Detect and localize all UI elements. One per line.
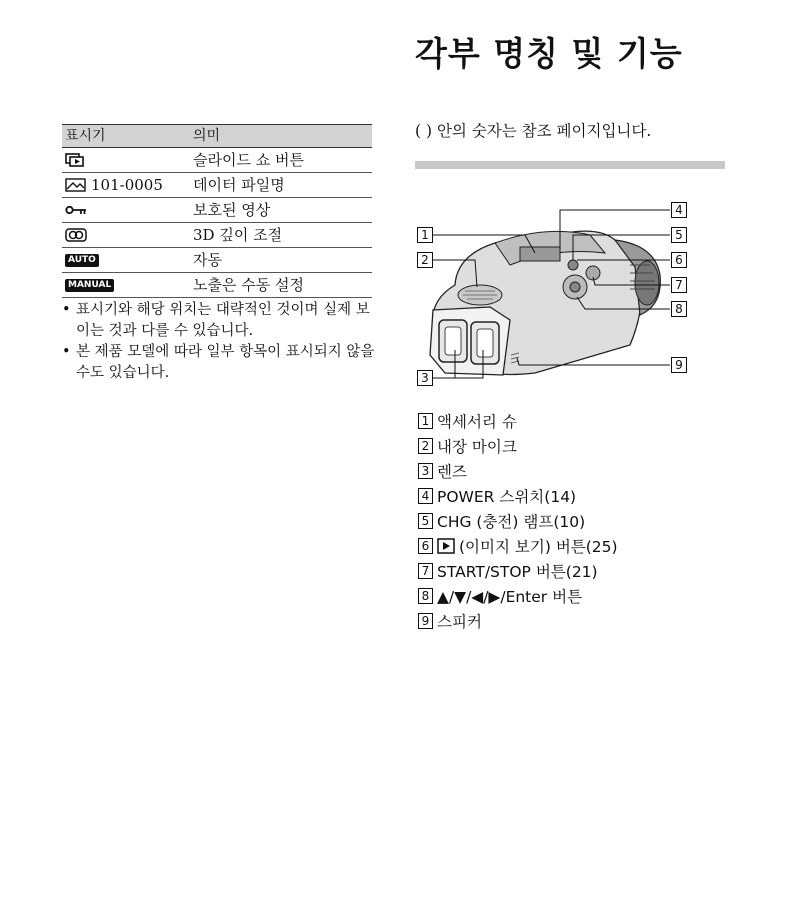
callout-5: 5: [671, 227, 687, 243]
row-meaning: 3D 깊이 조절: [193, 226, 283, 244]
list-item: [418, 483, 618, 508]
callout-3: 3: [417, 370, 433, 386]
part-number: 1: [418, 413, 433, 429]
list-item: [418, 408, 618, 433]
intro-text: ( ) 안의 숫자는 참조 페이지입니다.: [415, 122, 652, 140]
manual-badge-icon: MANUAL: [65, 279, 114, 292]
slideshow-icon: [65, 153, 85, 167]
bullet-icon: •: [62, 302, 71, 318]
part-label: START/STOP 버튼(21): [437, 562, 598, 581]
list-item: [418, 558, 618, 583]
table-row: [62, 248, 372, 273]
file-number: 101-0005: [91, 176, 163, 194]
header-meaning: 의미: [193, 128, 221, 144]
callout-6: 6: [671, 252, 687, 268]
section-divider: [415, 161, 725, 169]
table-header: [62, 124, 372, 148]
table-row: [62, 198, 372, 223]
3d-icon: [65, 228, 87, 242]
row-meaning: 노출은 수동 설정: [193, 276, 304, 294]
table-row: [62, 148, 372, 173]
callout-2: 2: [417, 252, 433, 268]
list-item: [418, 608, 618, 633]
part-label: (이미지 보기) 버튼(25): [459, 537, 618, 556]
list-item: • 표시기와 해당 위치는 대략적인 것이며 실제 보이는 것과 다를 수 있습니다.: [62, 300, 380, 342]
list-item: [418, 583, 618, 608]
callout-9: 9: [671, 357, 687, 373]
part-number: 2: [418, 438, 433, 454]
part-label: POWER 스위치(14): [437, 487, 577, 506]
header-indicator: 표시기: [65, 128, 106, 144]
callout-8: 8: [671, 301, 687, 317]
part-label: CHG (충전) 램프(10): [437, 512, 586, 531]
part-number: 5: [418, 513, 433, 529]
list-item: • 본 제품 모델에 따라 일부 항목이 표시되지 않을 수도 있습니다.: [62, 342, 380, 384]
list-item: [418, 458, 618, 483]
part-label: 스피커: [437, 612, 482, 631]
notes-list: [62, 300, 380, 384]
callout-4: 4: [671, 202, 687, 218]
parts-list: [418, 408, 618, 633]
part-label: 액세서리 슈: [437, 412, 517, 431]
part-number: 3: [418, 463, 433, 479]
list-item: [418, 433, 618, 458]
row-meaning: 자동: [193, 251, 222, 269]
table-row: [62, 273, 372, 298]
camcorder-diagram: [415, 195, 725, 395]
part-number: 7: [418, 563, 433, 579]
part-number: 4: [418, 488, 433, 504]
list-item: [418, 533, 618, 558]
key-icon: [65, 204, 87, 216]
part-label: ▲/▼/◀/▶/Enter 버튼: [437, 587, 583, 606]
indicator-table: [62, 124, 372, 298]
table-row: [62, 223, 372, 248]
part-number: 8: [418, 588, 433, 604]
playback-icon: [437, 538, 455, 554]
list-item: [418, 508, 618, 533]
page-title: 각부 명칭 및 기능: [415, 34, 683, 73]
row-meaning: 데이터 파일명: [193, 176, 285, 194]
callout-1: 1: [417, 227, 433, 243]
image-icon: [65, 178, 87, 192]
part-label: 내장 마이크: [437, 437, 517, 456]
part-number: 6: [418, 538, 433, 554]
auto-badge-icon: AUTO: [65, 254, 99, 267]
row-meaning: 보호된 영상: [193, 201, 271, 219]
table-row: [62, 173, 372, 198]
part-number: 9: [418, 613, 433, 629]
bullet-icon: •: [62, 344, 71, 360]
part-label: 렌즈: [437, 462, 467, 481]
row-meaning: 슬라이드 쇼 버튼: [193, 151, 304, 169]
callout-7: 7: [671, 277, 687, 293]
